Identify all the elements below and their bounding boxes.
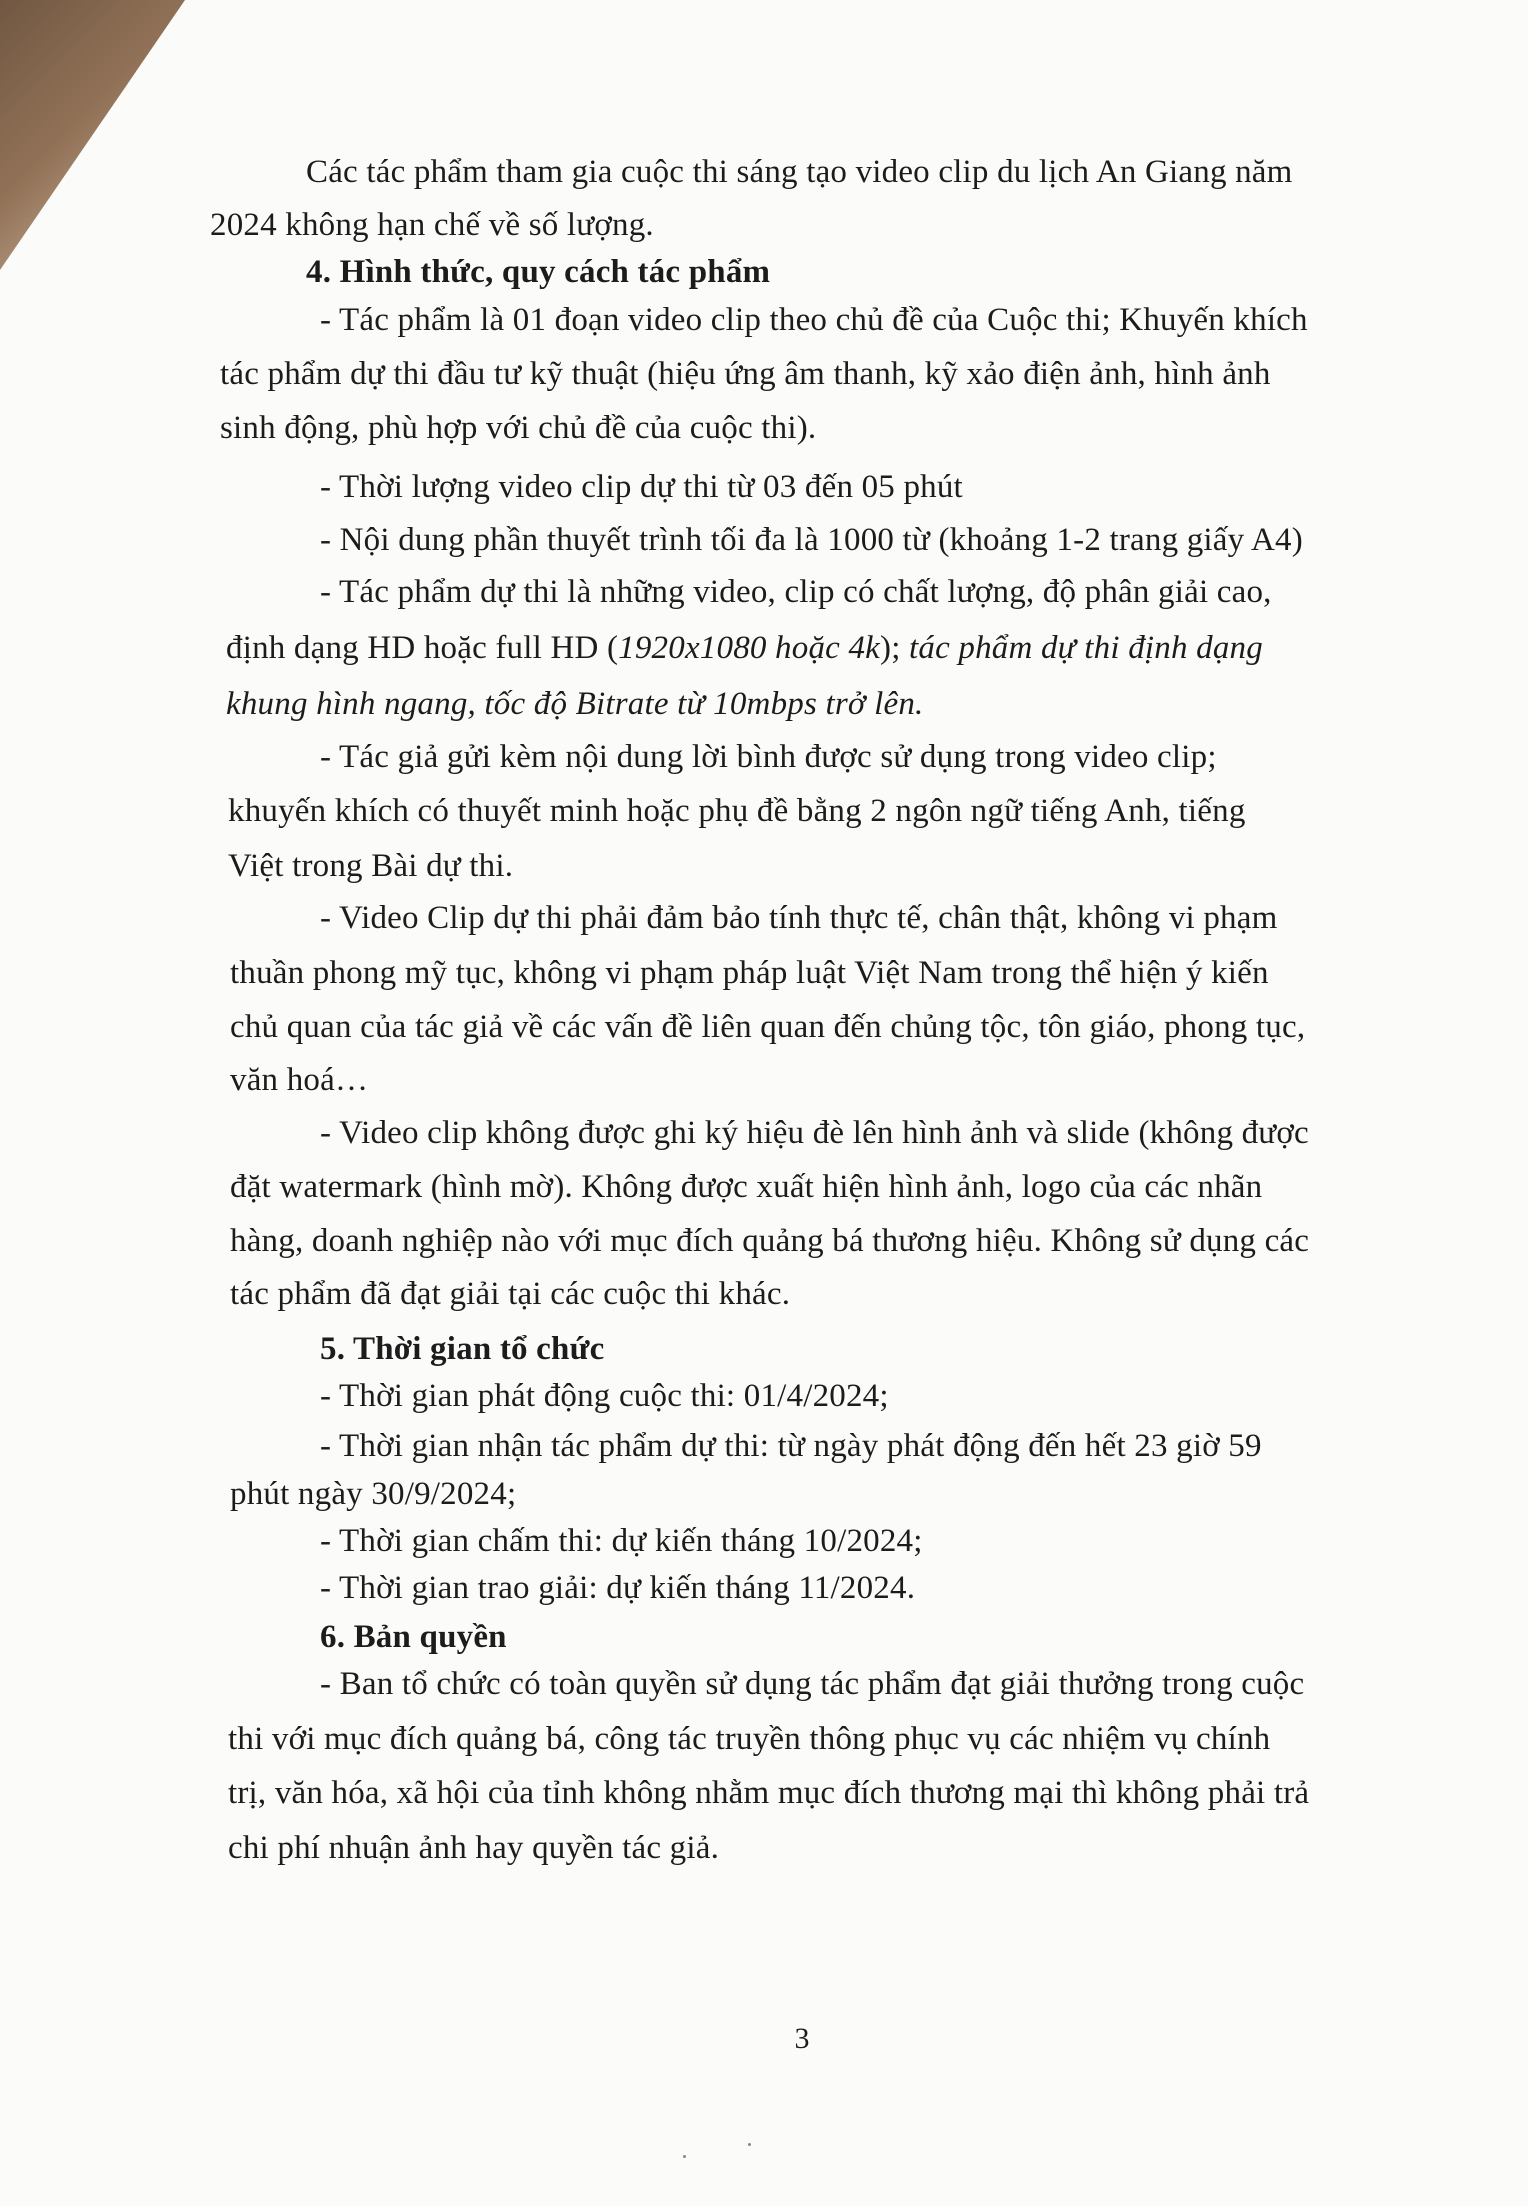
p4f-line-1: - Video Clip dự thi phải đảm bảo tính thực tế, chân thật, không vi phạm: [320, 900, 1278, 936]
p4d-line-3: khung hình ngang, tốc độ Bitrate từ 10mbps trở lên.: [226, 686, 924, 722]
p4g-line-4: tác phẩm đã đạt giải tại các cuộc thi khác.: [230, 1276, 791, 1312]
section-5-heading: 5. Thời gian tổ chức: [320, 1331, 605, 1367]
intro-line-2: 2024 không hạn chế về số lượng.: [210, 207, 654, 243]
p5c-line: - Thời gian chấm thi: dự kiến tháng 10/2024;: [320, 1523, 923, 1559]
p4f-line-3: chủ quan của tác giả về các vấn đề liên quan đến chủng tộc, tôn giáo, phong tục,: [230, 1009, 1306, 1045]
p6a-line-2: thi với mục đích quảng bá, công tác truyền thông phục vụ các nhiệm vụ chính: [228, 1721, 1271, 1757]
p4b-line: - Thời lượng video clip dự thi từ 03 đến 05 phút: [320, 469, 963, 505]
p4e-line-2: khuyến khích có thuyết minh hoặc phụ đề bằng 2 ngôn ngữ tiếng Anh, tiếng: [228, 793, 1246, 829]
p4a-line-3: sinh động, phù hợp với chủ đề của cuộc thi).: [220, 410, 817, 446]
scan-speck: [748, 2143, 751, 2146]
p4e-line-3: Việt trong Bài dự thi.: [228, 848, 514, 884]
p6a-line-1: - Ban tổ chức có toàn quyền sử dụng tác phẩm đạt giải thưởng trong cuộc: [320, 1666, 1305, 1702]
p4c-line: - Nội dung phần thuyết trình tối đa là 1000 từ (khoảng 1-2 trang giấy A4): [320, 522, 1303, 558]
p4d-line-1: - Tác phẩm dự thi là những video, clip có chất lượng, độ phân giải cao,: [320, 574, 1272, 610]
p5d-line: - Thời gian trao giải: dự kiến tháng 11/2024.: [320, 1570, 916, 1606]
section-6-heading: 6. Bản quyền: [320, 1619, 507, 1655]
p4g-line-3: hàng, doanh nghiệp nào với mục đích quảng bá thương hiệu. Không sử dụng các: [230, 1223, 1310, 1259]
p4d-line-2-b: 1920x1080 hoặc 4k: [618, 630, 880, 666]
p4g-line-2: đặt watermark (hình mờ). Không được xuất hiện hình ảnh, logo của các nhãn: [230, 1169, 1263, 1205]
p6a-line-4: chi phí nhuận ảnh hay quyền tác giả.: [228, 1830, 720, 1866]
scan-speck: [683, 2155, 686, 2158]
p4a-line-2: tác phẩm dự thi đầu tư kỹ thuật (hiệu ứng âm thanh, kỹ xảo điện ảnh, hình ảnh: [220, 356, 1271, 392]
p4d-line-2-a: định dạng HD hoặc full HD (: [226, 630, 619, 666]
p4g-line-1: - Video clip không được ghi ký hiệu đè lên hình ảnh và slide (không được: [320, 1115, 1309, 1151]
p4d-line-2-d: tác phẩm dự thi định dạng: [909, 630, 1263, 666]
p4a-line-1: - Tác phẩm là 01 đoạn video clip theo chủ đề của Cuộc thi; Khuyến khích: [320, 302, 1308, 338]
p4e-line-1: - Tác giả gửi kèm nội dung lời bình được sử dụng trong video clip;: [320, 739, 1217, 775]
p4d-line-2: [226, 628, 1263, 668]
page-number: 3: [794, 2022, 810, 2055]
section-4-heading: 4. Hình thức, quy cách tác phẩm: [306, 254, 771, 290]
p4d-line-2-c: );: [880, 630, 910, 666]
p5b-line-2: phút ngày 30/9/2024;: [230, 1476, 517, 1512]
p5a-line: - Thời gian phát động cuộc thi: 01/4/2024;: [320, 1378, 889, 1414]
intro-line-1: Các tác phẩm tham gia cuộc thi sáng tạo video clip du lịch An Giang năm: [306, 154, 1293, 190]
p4f-line-4: văn hoá…: [230, 1062, 369, 1098]
p4f-line-2: thuần phong mỹ tục, không vi phạm pháp luật Việt Nam trong thể hiện ý kiến: [230, 955, 1269, 991]
p6a-line-3: trị, văn hóa, xã hội của tỉnh không nhằm mục đích thương mại thì không phải trả: [228, 1775, 1310, 1811]
p5b-line-1: - Thời gian nhận tác phẩm dự thi: từ ngày phát động đến hết 23 giờ 59: [320, 1428, 1262, 1464]
